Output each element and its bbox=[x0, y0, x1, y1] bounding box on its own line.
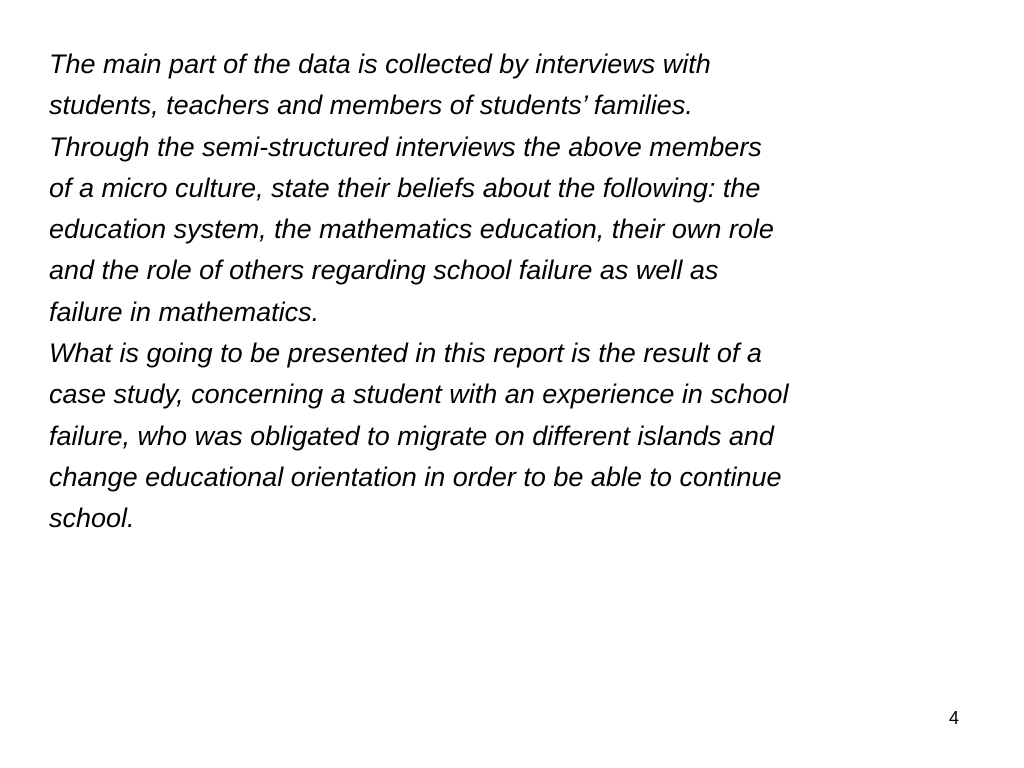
text-line: students, teachers and members of students’ families. bbox=[49, 90, 693, 121]
text-line: change educational orientation in order to be able to continue bbox=[49, 461, 782, 492]
text-line: The main part of the data is collected by interviews with bbox=[49, 49, 711, 79]
text-line: education system, the mathematics education, their own role bbox=[49, 214, 774, 245]
text-line: case study, concerning a student with an experience in school bbox=[49, 379, 789, 410]
text-line: Through the semi-structured interviews the above members bbox=[49, 131, 762, 162]
text-line: school. bbox=[49, 503, 135, 534]
text-line: failure in mathematics. bbox=[49, 296, 320, 327]
text-line: failure, who was obligated to migrate on different islands and bbox=[49, 420, 774, 451]
slide-body-text bbox=[49, 44, 994, 540]
text-line: and the role of others regarding school failure as well as bbox=[49, 255, 719, 286]
text-line: What is going to be presented in this report is the result of a bbox=[49, 338, 762, 369]
slide-number: 4 bbox=[949, 708, 960, 728]
text-line: of a micro culture, state their beliefs about the following: the bbox=[49, 172, 761, 203]
